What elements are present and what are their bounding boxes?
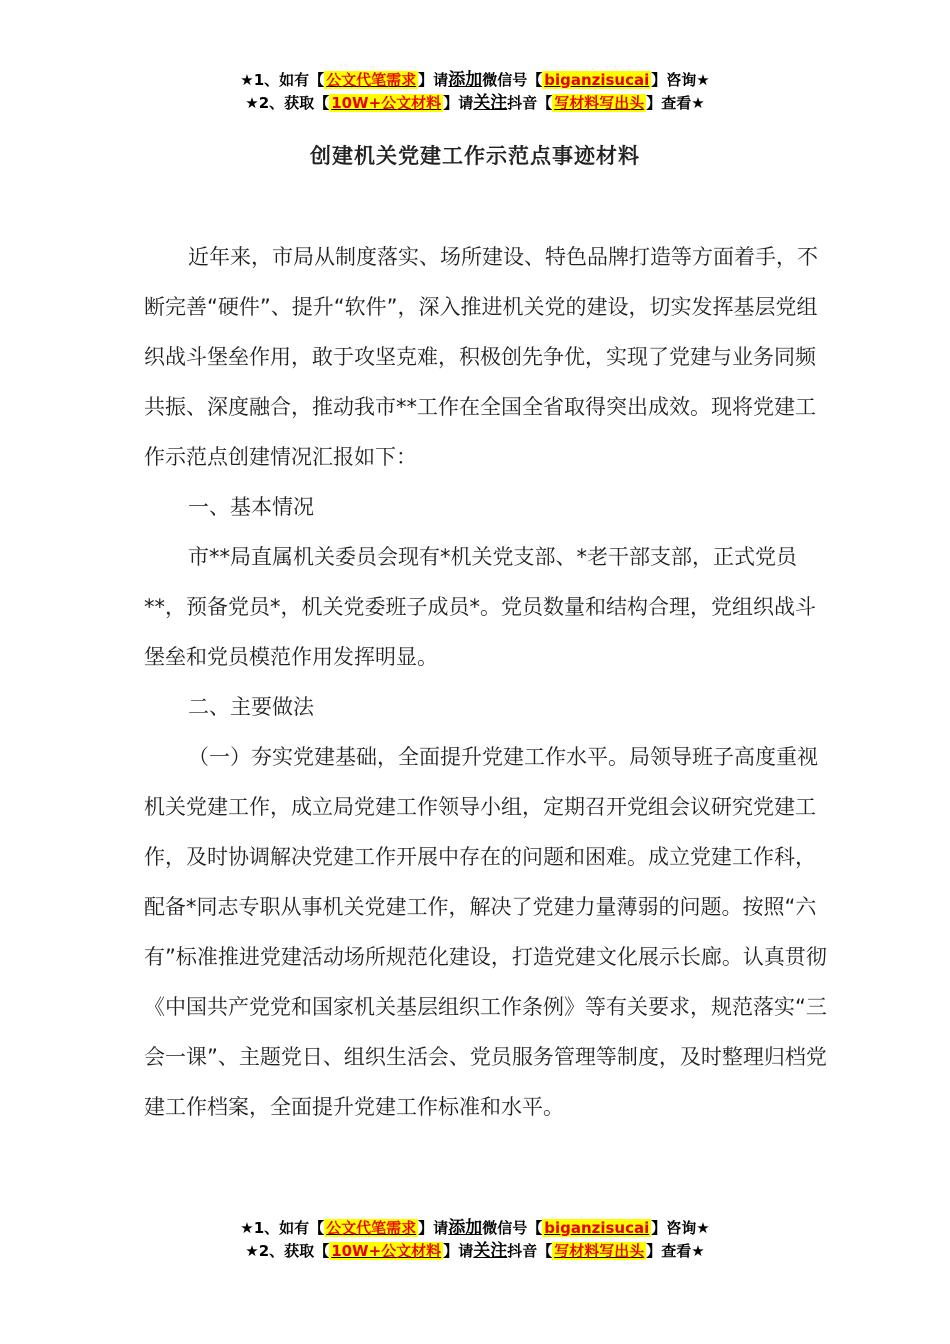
section-heading-basic: 一、基本情况 xyxy=(188,495,314,519)
banner-line-1 xyxy=(0,69,950,92)
banner-text: ★2、获取【 xyxy=(245,1242,330,1260)
document-title: 创建机关党建工作示范点事迹材料 xyxy=(310,144,640,168)
banner-underline: 添加 xyxy=(448,70,483,90)
banner-line-2 xyxy=(0,1240,950,1263)
paragraph-intro: 近年来，市局从制度落实、场所建设、特色品牌打造等方面着手，不断完善“硬件”、提升“软件”，深入推进机关党的建设，切实发挥基层党组织战斗堡垒作用，敢于攻坚克难，积极创先争优，实现了党建与业务同频共振、深度融合，推动我市**工作在全国全省取得突出成效。现将党建工作示范点创建情况汇报如下： xyxy=(144,245,818,469)
banner-text: 抖音【 xyxy=(507,1242,553,1260)
banner-text: ★1、如有【 xyxy=(240,1219,325,1237)
banner-text: 微信号【 xyxy=(482,1219,543,1237)
header-banner xyxy=(0,69,950,115)
banner-text: ★1、如有【 xyxy=(240,71,325,89)
highlight-service: 公文代笔需求 xyxy=(326,71,417,89)
banner-text: 抖音【 xyxy=(507,94,553,112)
highlight-douyin: 写材料写出头 xyxy=(554,94,645,112)
banner-text: 】咨询★ xyxy=(651,71,710,89)
banner-text: 微信号【 xyxy=(482,71,543,89)
banner-text: 】请 xyxy=(418,1219,449,1237)
highlight-materials: 10W+公文材料 xyxy=(331,1242,442,1260)
banner-line-2 xyxy=(0,92,950,115)
section-heading-methods: 二、主要做法 xyxy=(188,695,314,719)
banner-text: 】咨询★ xyxy=(651,1219,710,1237)
banner-text: 】请 xyxy=(418,71,449,89)
banner-text: 】请 xyxy=(443,94,474,112)
footer-banner xyxy=(0,1217,950,1263)
highlight-materials: 10W+公文材料 xyxy=(331,94,442,112)
banner-underline: 添加 xyxy=(448,1218,483,1238)
banner-text: 】查看★ xyxy=(646,1242,705,1260)
banner-text: 】请 xyxy=(443,1242,474,1260)
banner-line-1 xyxy=(0,1217,950,1240)
highlight-douyin: 写材料写出头 xyxy=(554,1242,645,1260)
banner-underline: 关注 xyxy=(473,1241,508,1261)
highlight-wechat-id: biganzisucai xyxy=(544,71,650,89)
document-body xyxy=(144,232,834,1132)
banner-underline: 关注 xyxy=(473,93,508,113)
banner-text: ★2、获取【 xyxy=(245,94,330,112)
paragraph-methods-1: （一）夯实党建基础，全面提升党建工作水平。局领导班子高度重视机关党建工作，成立局党建工作领导小组，定期召开党组会议研究党建工作，及时协调解决党建工作开展中存在的问题和困难。成立党建工作科，配备*同志专职从事机关党建工作，解决了党建力量薄弱的问题。按照“六有”标准推进党建活动场所规范化建设，打造党建文化展示长廊。认真贯彻《中国共产党党和国家机关基层组织工作条例》等有关要求，规范落实“三会一课”、主题党日、组织生活会、党员服务管理等制度，及时整理归档党建工作档案，全面提升党建工作标准和水平。 xyxy=(144,745,827,1119)
highlight-wechat-id: biganzisucai xyxy=(544,1219,650,1237)
highlight-service: 公文代笔需求 xyxy=(326,1219,417,1237)
paragraph-basic: 市**局直属机关委员会现有*机关党支部、*老干部支部，正式党员**，预备党员*，机关党委班子成员*。党员数量和结构合理，党组织战斗堡垒和党员模范作用发挥明显。 xyxy=(144,545,816,669)
banner-text: 】查看★ xyxy=(646,94,705,112)
